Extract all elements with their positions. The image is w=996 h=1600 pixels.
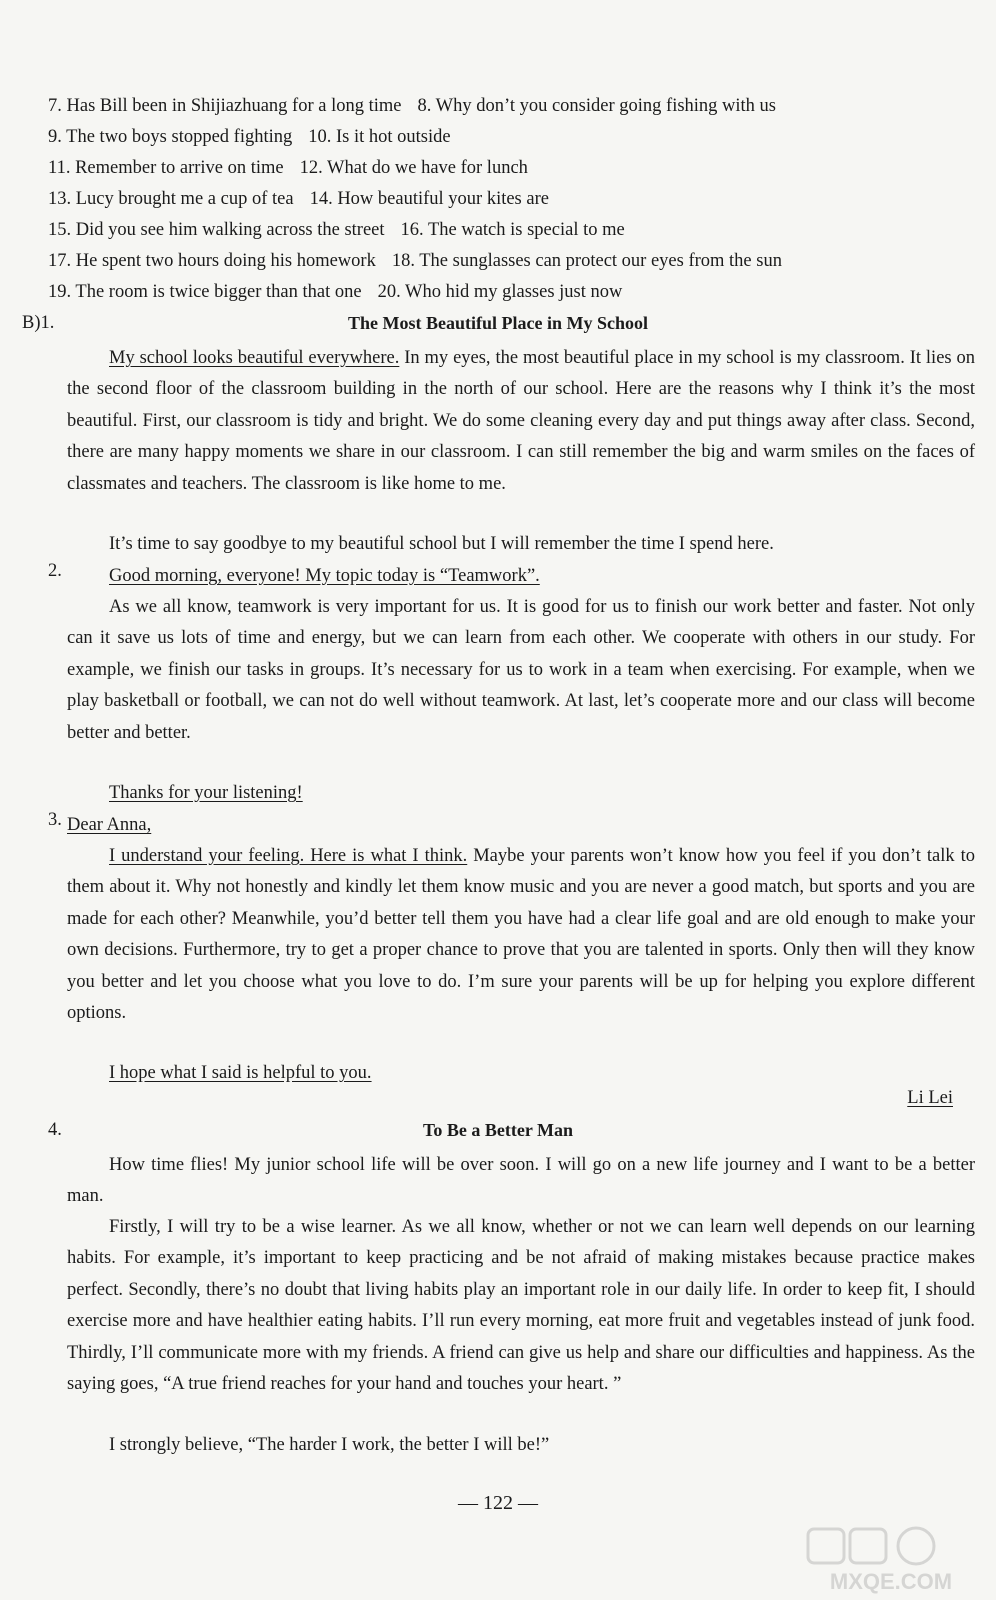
greeting-paragraph xyxy=(67,810,975,841)
answer-row xyxy=(48,158,528,179)
closing-paragraph xyxy=(67,778,975,809)
answer-item: 16. The watch is special to me xyxy=(400,220,625,240)
closing-sentence: I hope what I said is helpful to you. xyxy=(109,1063,372,1083)
essay-paragraph: Firstly, I will try to be a wise learner. As we all know, whether or not we can learn well depends on our learning habits. For example, it’s important to keep practicing and be not afraid of making mistakes because practice makes perfect. Secondly, there’s no doubt that living habits play an important role in our daily life. In order to keep fit, I should exercise more and have healthier eating habits. I’ll run every morning, eat more fruit and vegetables instead of junk food. Thirdly, I’ll communicate more with my friends. A friend can give us help and share our difficulties and happiness. As the saying goes, “A true friend reaches for your hand and touches your heart. ” xyxy=(67,1217,975,1395)
closing-sentence: It’s time to say goodbye to my beautiful school but I will remember the time I spend here. xyxy=(109,534,774,554)
essay-number: B)1. xyxy=(22,313,55,333)
essay-paragraph: How time flies! My junior school life will be over soon. I will go on a new life journey and I want to be a better man. xyxy=(67,1155,975,1207)
answer-item: 19. The room is twice bigger than that one xyxy=(48,282,362,302)
opening-sentence: My school looks beautiful everywhere. xyxy=(109,348,400,368)
answer-item: 20. Who hid my glasses just now xyxy=(377,282,623,302)
answer-item: 17. He spent two hours doing his homework xyxy=(48,251,376,271)
opening-sentence: Good morning, everyone! My topic today is “Teamwork”. xyxy=(109,566,540,586)
answer-item: 11. Remember to arrive on time xyxy=(48,158,284,178)
answer-item: 18. The sunglasses can protect our eyes from the sun xyxy=(391,251,782,271)
essay-paragraph xyxy=(67,343,975,500)
essay-body: In my eyes, the most beautiful place in my school is my classroom. It lies on the second floor of the classroom building in the north of our school. Here are the reasons why I think it’s the most beautiful. First, our classroom is tidy and bright. We do some cleaning every day and put things away after class. Second, there are many happy moments we share in our classroom. I can still remember the big and warm smiles on the faces of classmates and teachers. The classroom is like home to me. xyxy=(67,348,975,494)
answer-item: 9. The two boys stopped fighting xyxy=(48,127,293,147)
answer-row xyxy=(48,96,776,117)
essay-number: 2. xyxy=(48,561,62,581)
closing-sentence: Thanks for your listening! xyxy=(109,783,303,803)
essay-title: To Be a Better Man xyxy=(423,1120,573,1140)
answer-row xyxy=(48,127,451,148)
watermark-logo xyxy=(806,1525,976,1595)
answer-item: 13. Lucy brought me a cup of tea xyxy=(48,189,294,209)
signature: Li Lei xyxy=(907,1088,953,1108)
page-number: — 122 — xyxy=(458,1492,538,1514)
svg-text:MXQE.COM: MXQE.COM xyxy=(829,1569,953,1594)
answer-item: 12. What do we have for lunch xyxy=(299,158,528,178)
closing-paragraph xyxy=(67,1058,975,1089)
essay-number: 3. xyxy=(48,810,62,830)
essay-number: 4. xyxy=(48,1120,62,1140)
opening-sentence: I understand your feeling. Here is what I think. xyxy=(109,846,468,866)
answer-item: 8. Why don’t you consider going fishing with us xyxy=(417,96,777,116)
answer-row xyxy=(48,251,782,272)
essay-body: Maybe your parents won’t know how you feel if you don’t talk to them about it. Why not honestly and kindly let them know music and you are never a good match, but sports and you are made for each other? Meanwhile, you’d better tell them you have had a clear life goal and are old enough to make your own decisions. Furthermore, try to get a proper chance to prove that you are talented in sports. Only then will they know you better and let you choose what you love to do. I’m sure your parents will be up for helping you explore different options. xyxy=(67,846,976,1024)
essay-body: As we all know, teamwork is very important for us. It is good for us to finish our work better and faster. Not only can it save us lots of time and energy, but we can learn from each other. We cooperate with others in our study. For example, we finish our tasks in groups. It’s necessary for us to work in a team when exercising. For example, when we play basketball or football, we can not do well without teamwork. At last, let’s cooperate more and our class will become better and better. xyxy=(67,597,975,743)
essay-title: The Most Beautiful Place in My School xyxy=(348,313,648,333)
answer-row xyxy=(48,220,625,241)
answer-row xyxy=(48,189,549,210)
greeting: Dear Anna, xyxy=(67,815,152,835)
answer-item: 7. Has Bill been in Shijiazhuang for a long time xyxy=(48,96,402,116)
answer-item: 14. How beautiful your kites are xyxy=(309,189,549,209)
answer-item: 10. Is it hot outside xyxy=(308,127,451,147)
answer-item: 15. Did you see him walking across the street xyxy=(48,220,385,240)
essay-paragraph xyxy=(67,841,975,1029)
essay-paragraph xyxy=(109,561,975,592)
essay-paragraph: I strongly believe, “The harder I work, the better I will be!” xyxy=(109,1435,550,1455)
answer-row xyxy=(48,282,622,303)
